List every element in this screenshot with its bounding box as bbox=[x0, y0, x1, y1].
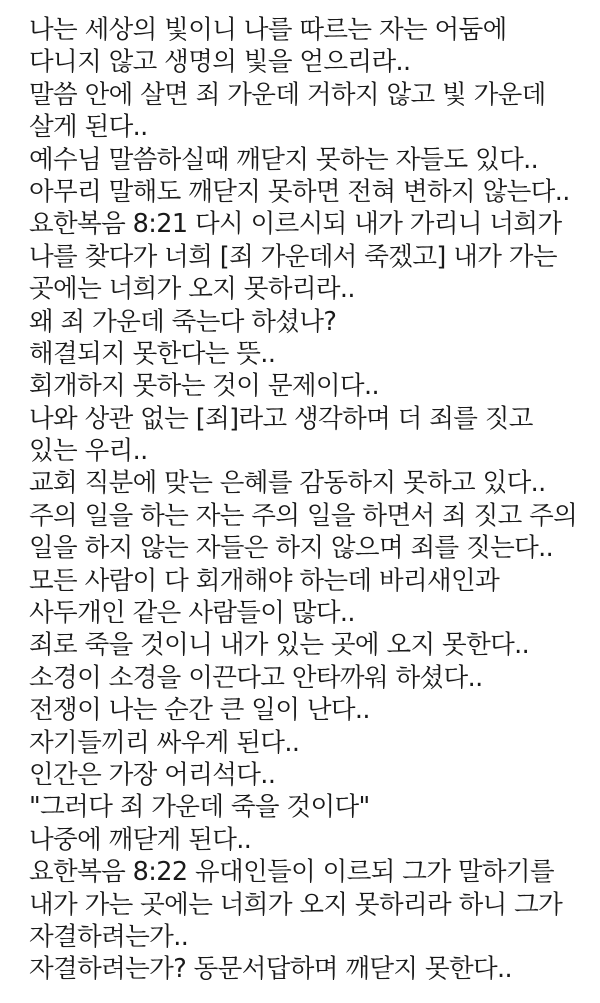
text-line: 모든 사람이 다 회개해야 하는데 바리새인과 bbox=[29, 565, 500, 596]
text-line: 회개하지 못하는 것이 문제이다.. bbox=[29, 371, 379, 402]
text-line: 내가 가는 곳에는 너희가 오지 못하리라 하니 그가 bbox=[29, 889, 563, 920]
text-line: 일을 하지 않는 자들은 하지 않으며 죄를 짓는다.. bbox=[29, 533, 554, 564]
text-line: "그러다 죄 가운데 죽을 것이다" bbox=[29, 792, 370, 823]
text-line: 나는 세상의 빛이니 나를 따르는 자는 어둠에 bbox=[29, 15, 507, 45]
text-line: 인간은 가장 어리석다.. bbox=[29, 759, 276, 790]
text-line: 죄로 죽을 것이니 내가 있는 곳에 오지 못한다.. bbox=[29, 630, 530, 661]
text-line: 전쟁이 나는 순간 큰 일이 난다.. bbox=[29, 695, 370, 726]
text-line: 왜 죄 가운데 죽는다 하셨나? bbox=[29, 306, 337, 337]
text-line: 말씀 안에 살면 죄 가운데 거하지 않고 빛 가운데 bbox=[29, 79, 546, 110]
text-line: 나중에 깨닫게 된다.. bbox=[29, 824, 252, 855]
note-text-body bbox=[29, 14, 595, 986]
text-line: 아무리 말해도 깨닫지 못하면 전혀 변하지 않는다.. bbox=[29, 176, 570, 207]
text-line: 나와 상관 없는 [죄]라고 생각하며 더 죄를 짓고 bbox=[29, 403, 533, 434]
text-line: 나를 찾다가 너희 [죄 가운데서 죽겠고] 내가 가는 bbox=[29, 241, 557, 272]
text-line: 살게 된다.. bbox=[29, 112, 148, 143]
text-line: 다니지 않고 생명의 빛을 얻으리라.. bbox=[29, 47, 411, 78]
text-line: 자기들끼리 싸우게 된다.. bbox=[29, 727, 300, 758]
text-line: 자결하려는가? 동문서답하며 깨닫지 못한다.. bbox=[29, 954, 513, 985]
text-line: 예수님 말씀하실때 깨닫지 못하는 자들도 있다.. bbox=[29, 144, 539, 175]
text-line: 해결되지 못한다는 뜻.. bbox=[29, 338, 276, 369]
text-line: 요한복음 8:21 다시 이르시되 내가 가리니 너희가 bbox=[29, 209, 562, 240]
text-line: 곳에는 너희가 오지 못하리라.. bbox=[29, 274, 355, 305]
text-line: 요한복음 8:22 유대인들이 이르되 그가 말하기를 bbox=[29, 857, 554, 888]
text-line: 소경이 소경을 이끈다고 안타까워 하셨다.. bbox=[29, 662, 483, 693]
text-line: 자결하려는가.. bbox=[29, 921, 189, 952]
text-line: 주의 일을 하는 자는 주의 일을 하면서 죄 짓고 주의 bbox=[29, 500, 578, 531]
text-line: 사두개인 같은 사람들이 많다.. bbox=[29, 598, 355, 629]
text-line: 교회 직분에 맞는 은혜를 감동하지 못하고 있다.. bbox=[29, 468, 546, 499]
text-line: 있는 우리.. bbox=[29, 436, 148, 467]
